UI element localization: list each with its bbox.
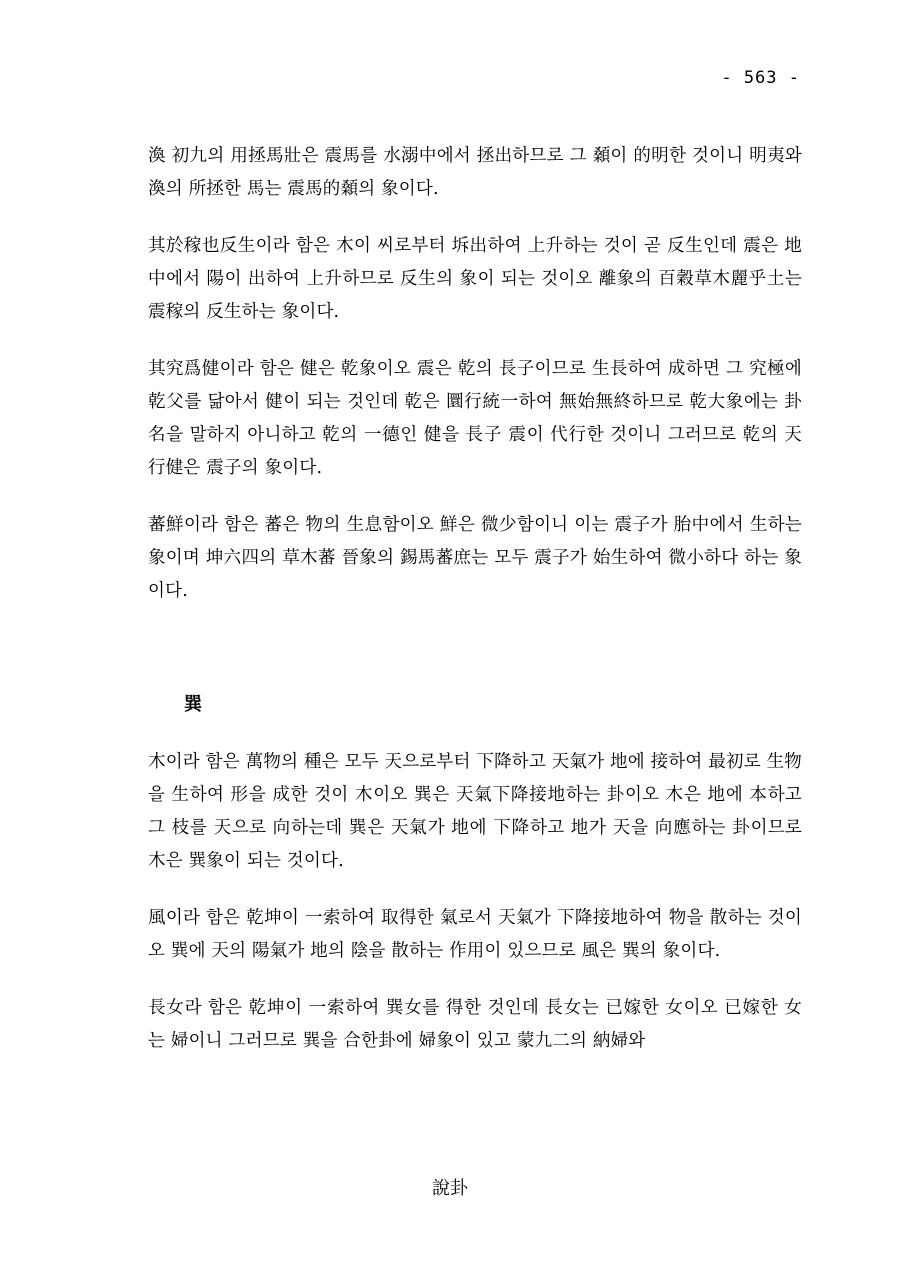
paragraph-4: 蕃鮮이라 함은 蕃은 物의 生息함이오 鮮은 微少함이니 이는 震子가 胎中에서 生하는 象이며 坤六四의 草木蕃 晉象의 錫馬蕃庶는 모두 震子가 始生하여 微小하다 하는 象이다. — [148, 515, 802, 601]
paragraph-1: 渙 初九의 用拯馬壯은 震馬를 水溺中에서 拯出하므로 그 顙이 的明한 것이니 明夷와 渙의 所拯한 馬는 震馬的顙의 象이다. — [148, 146, 802, 199]
paragraph-3: 其究爲健이라 함은 健은 乾象이오 震은 乾의 長子이므로 生長하여 成하면 그 究極에 乾父를 닮아서 健이 되는 것인데 乾은 圜行統一하여 無始無終하므로 乾大象에는 卦名을 말하지 아니하고 乾의 一德인 健을 長子 震이 代行한 것이니 그러므로 乾의 天行健은 震子의 象이다. — [148, 359, 802, 478]
section-heading: 巽 — [184, 694, 202, 715]
page-body — [148, 140, 802, 1082]
paragraph-7: 長女라 함은 乾坤이 一索하여 巽女를 得한 것인데 長女는 已嫁한 女이오 已嫁한 女는 婦이니 그러므로 巽을 合한卦에 婦象이 있고 蒙九二의 納婦와 — [148, 998, 802, 1051]
page-number: - 563 - — [721, 68, 800, 88]
paragraph-6: 風이라 함은 乾坤이 一索하여 取得한 氣로서 天氣가 下降接地하여 物을 散하는 것이오 巽에 天의 陽氣가 地의 陰을 散하는 作用이 있으므로 風은 巽의 象이다. — [148, 908, 802, 961]
paragraph-2: 其於稼也反生이라 함은 木이 씨로부터 坼出하여 上升하는 것이 곧 反生인데 震은 地中에서 陽이 出하여 上升하므로 反生의 象이 되는 것이오 離象의 百穀草木麗乎土는 震稼의 反生하는 象이다. — [148, 236, 802, 322]
paragraph-5: 木이라 함은 萬物의 種은 모두 天으로부터 下降하고 天氣가 地에 接하여 最初로 生物을 生하여 形을 成한 것이 木이오 巽은 天氣下降接地하는 卦이오 木은 地에 本하고 그 枝를 天으로 向하는데 巽은 天氣가 地에 下降하고 地가 天을 向應하는 卦이므로 木은 巽象이 되는 것이다. — [148, 752, 802, 871]
footer-label: 說卦 — [432, 1178, 468, 1199]
